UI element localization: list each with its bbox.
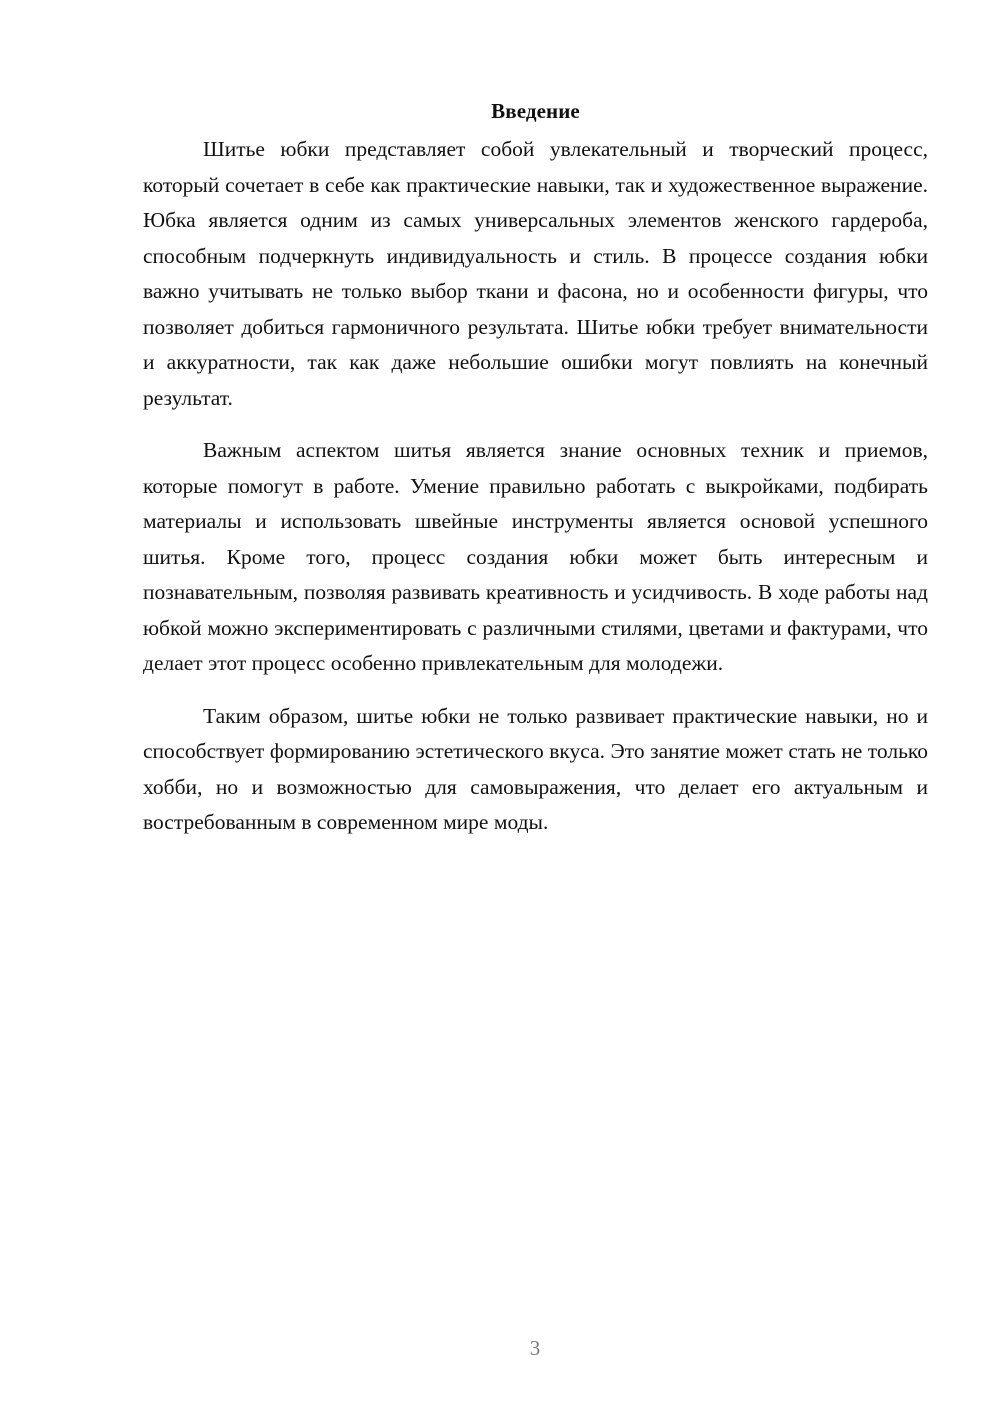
page-heading: Введение: [491, 99, 580, 123]
paragraph-3: Таким образом, шитье юбки не только развивает практические навыки, но и способствует формированию эстетического вкуса. Это занятие может стать не только хобби, но и возможностью для самовыражения, что делает его актуальным и востребованным в современном мире моды.: [143, 703, 928, 834]
page-number: 3: [529, 1336, 541, 1360]
paragraph-2: Важным аспектом шитья является знание основных техник и приемов, которые помогут в работе. Умение правильно работать с выкройками, подбирать материалы и использовать швейные инструменты является основой успешного шитья. Кроме того, процесс создания юбки может быть интересным и познавательным, позволяя развивать креативность и усидчивость. В ходе работы над юбкой можно экспериментировать с различными стилями, цветами и фактурами, что делает этот процесс особенно привлекательным для молодежи.: [143, 438, 928, 675]
paragraph-1: Шитье юбки представляет собой увлекательный и творческий процесс, который сочетает в себе как практические навыки, так и художественное выражение. Юбка является одним из самых универсальных элементов женского гардероба, способным подчеркнуть индивидуальность и стиль. В процессе создания юбки важно учитывать не только выбор ткани и фасона, но и особенности фигуры, что позволяет добиться гармоничного результата. Шитье юбки требует внимательности и аккуратности, так как даже небольшие ошибки могут повлиять на конечный результат.: [143, 137, 928, 410]
page-content: [143, 96, 928, 858]
